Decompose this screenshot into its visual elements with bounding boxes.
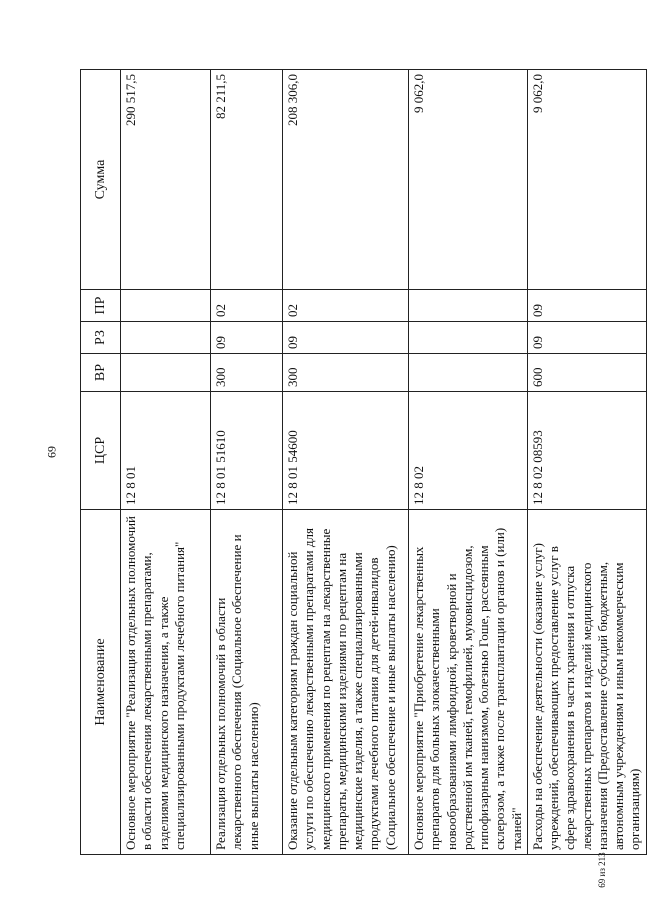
cell-name: Основное мероприятие "Приобретение лекарственных препаратов для больных злокачественными новообразованиями лимфоидной, кроветворной и родственной им тканей, гемофилией, муковисцидозом, гипофизарным нанизмом, болезнью Гоше, рассеянным склерозом, а также после трансплантации органов и (или) тканей" — [409, 510, 528, 855]
table-row — [283, 70, 409, 855]
budget-table — [80, 69, 647, 855]
header-vr: ВР — [81, 354, 121, 392]
table-row — [211, 70, 283, 855]
cell-name: Основное мероприятие "Реализация отдельных полномочий в области обеспечения лекарственными препаратами, изделиями медицинского назначения, а также специализированными продуктами лечебного питания" — [121, 510, 211, 855]
cell-rz: 09 — [527, 322, 646, 354]
cell-vr: 300 — [211, 354, 283, 392]
cell-rz — [409, 322, 528, 354]
cell-csr: 12 8 02 08593 — [527, 392, 646, 510]
header-sum: Сумма — [81, 70, 121, 290]
cell-pr — [121, 290, 211, 322]
cell-rz: 09 — [211, 322, 283, 354]
cell-name: Реализация отдельных полномочий в области лекарственного обеспечения (Социальное обеспечение и иные выплаты населению) — [211, 510, 283, 855]
cell-csr: 12 8 01 — [121, 392, 211, 510]
footer-page-counter: 69 из 213 — [597, 852, 607, 888]
cell-sum: 208 306,0 — [283, 70, 409, 290]
header-rz: РЗ — [81, 322, 121, 354]
cell-sum: 9 062,0 — [409, 70, 528, 290]
cell-vr — [121, 354, 211, 392]
cell-vr — [409, 354, 528, 392]
table-row — [527, 70, 646, 855]
cell-sum: 9 062,0 — [527, 70, 646, 290]
cell-rz: 09 — [283, 322, 409, 354]
cell-csr: 12 8 02 — [409, 392, 528, 510]
header-csr: ЦСР — [81, 392, 121, 510]
cell-sum: 290 517,5 — [121, 70, 211, 290]
cell-name: Расходы на обеспечение деятельности (оказание услуг) учреждений, обеспечивающих предоставление услуг в сфере здравоохранения в части хранения и отпуска лекарственных препаратов и изделий медицинского назначения (Предоставление субсидий бюджетным, автономным учреждениям и иным некоммерческим организациям) — [527, 510, 646, 855]
cell-vr: 300 — [283, 354, 409, 392]
cell-pr — [409, 290, 528, 322]
cell-pr: 02 — [211, 290, 283, 322]
cell-sum: 82 211,5 — [211, 70, 283, 290]
cell-name: Оказание отдельным категориям граждан социальной услуги по обеспечению лекарственными препаратами для медицинского применения по рецептам на лекарственные препараты, медицинскими изделиями по рецептам на медицинские изделия, а также специализированными продуктами лечебного питания для детей-инвалидов (Социальное обеспечение и иные выплаты населению) — [283, 510, 409, 855]
cell-csr: 12 8 01 51610 — [211, 392, 283, 510]
page-number-top: 69 — [44, 446, 59, 458]
table-header-row — [81, 70, 121, 855]
budget-sheet — [80, 70, 643, 855]
cell-pr: 09 — [527, 290, 646, 322]
header-name: Наименование — [81, 510, 121, 855]
cell-rz — [121, 322, 211, 354]
cell-csr: 12 8 01 54600 — [283, 392, 409, 510]
table-row — [409, 70, 528, 855]
cell-vr: 600 — [527, 354, 646, 392]
table-row — [121, 70, 211, 855]
cell-pr: 02 — [283, 290, 409, 322]
header-pr: ПР — [81, 290, 121, 322]
